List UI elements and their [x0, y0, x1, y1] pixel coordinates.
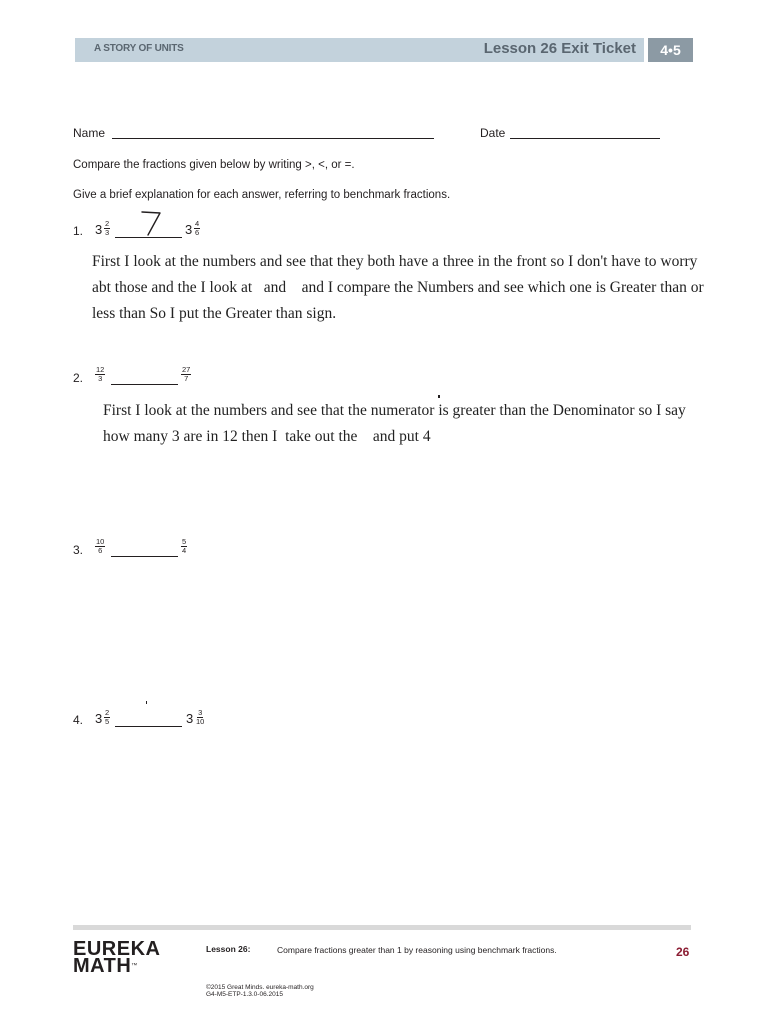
- numerator: 27: [182, 365, 191, 374]
- denominator: 6: [98, 546, 103, 555]
- problem-number: 4.: [73, 713, 84, 727]
- lesson-title: Lesson 26 Exit Ticket: [483, 40, 636, 57]
- logo-word: MATH: [73, 955, 132, 977]
- whole-number: 3: [185, 222, 193, 237]
- grade-module-badge: 4•5: [648, 38, 693, 62]
- name-field[interactable]: [112, 124, 434, 139]
- numerator: 5: [182, 537, 187, 546]
- pen-mark: [146, 701, 147, 704]
- whole-number: 3: [186, 711, 194, 726]
- comparison-blank[interactable]: [111, 544, 178, 557]
- numerator: 12: [96, 365, 105, 374]
- copyright: [206, 984, 314, 998]
- comparison-blank[interactable]: [115, 714, 182, 727]
- document-code: G4-M5-ETP-1.3.0-06.2015: [206, 991, 283, 998]
- answer-line: how many 3 are in 12 then I take out the and put 4: [103, 428, 431, 445]
- answer-line: less than So I put the Greater than sign.: [92, 305, 337, 322]
- logo-line: [73, 955, 160, 977]
- numerator: 2: [105, 708, 110, 717]
- page-number: 26: [676, 945, 690, 959]
- whole-number: 3: [95, 222, 103, 237]
- eureka-math-logo: [73, 938, 161, 977]
- answer-line: abt those and the I look at and and I compare the Numbers and see which one is Greater than or: [92, 279, 704, 296]
- series-title: A STORY OF UNITS: [94, 43, 184, 54]
- fraction-left: [104, 709, 110, 726]
- comparison-blank[interactable]: [111, 372, 178, 385]
- fraction-left: [95, 366, 105, 383]
- copyright-line: ©2015 Great Minds. eureka-math.org: [206, 984, 314, 991]
- denominator: 7: [184, 374, 189, 383]
- fraction-right: [194, 220, 200, 237]
- handwritten-greater-than-sign: [136, 208, 166, 238]
- numerator: 4: [195, 219, 200, 228]
- date-field[interactable]: [510, 124, 660, 139]
- answer-explanation: [103, 398, 763, 450]
- denominator: 5: [105, 717, 110, 726]
- numerator: 10: [96, 537, 105, 546]
- fraction-left: [95, 538, 105, 555]
- date-label: Date: [480, 126, 506, 140]
- fraction-right: [196, 709, 204, 726]
- answer-line: First I look at the numbers and see that the numerator is greater than the Denominator so I say: [103, 402, 686, 419]
- fraction-right: [181, 366, 191, 383]
- logo-line: EUREKA: [73, 938, 161, 960]
- denominator: 3: [98, 374, 103, 383]
- numerator: 2: [105, 219, 110, 228]
- footer-lesson-label: Lesson 26:: [206, 944, 251, 954]
- denominator: 6: [195, 228, 200, 237]
- name-label: Name: [73, 126, 106, 140]
- instruction-compare: Compare the fractions given below by writing >, <, or =.: [73, 159, 355, 171]
- whole-number: 3: [95, 711, 103, 726]
- instruction-explain: Give a brief explanation for each answer, referring to benchmark fractions.: [73, 189, 451, 201]
- denominator: 10: [196, 717, 205, 726]
- denominator: 4: [182, 546, 187, 555]
- footer-rule: [73, 925, 691, 930]
- denominator: 3: [105, 228, 110, 237]
- numerator: 3: [198, 708, 203, 717]
- problem-number: 3.: [73, 543, 84, 557]
- trademark-mark: ™: [131, 963, 138, 969]
- footer-lesson-description: Compare fractions greater than 1 by reasoning using benchmark fractions.: [277, 945, 557, 955]
- answer-line: First I look at the numbers and see that they both have a three in the front so I don't have to worry: [92, 253, 698, 270]
- answer-explanation: [92, 249, 768, 327]
- fraction-left: [104, 220, 110, 237]
- problem-number: 1.: [73, 224, 84, 238]
- fraction-right: [181, 538, 187, 555]
- problem-number: 2.: [73, 371, 84, 385]
